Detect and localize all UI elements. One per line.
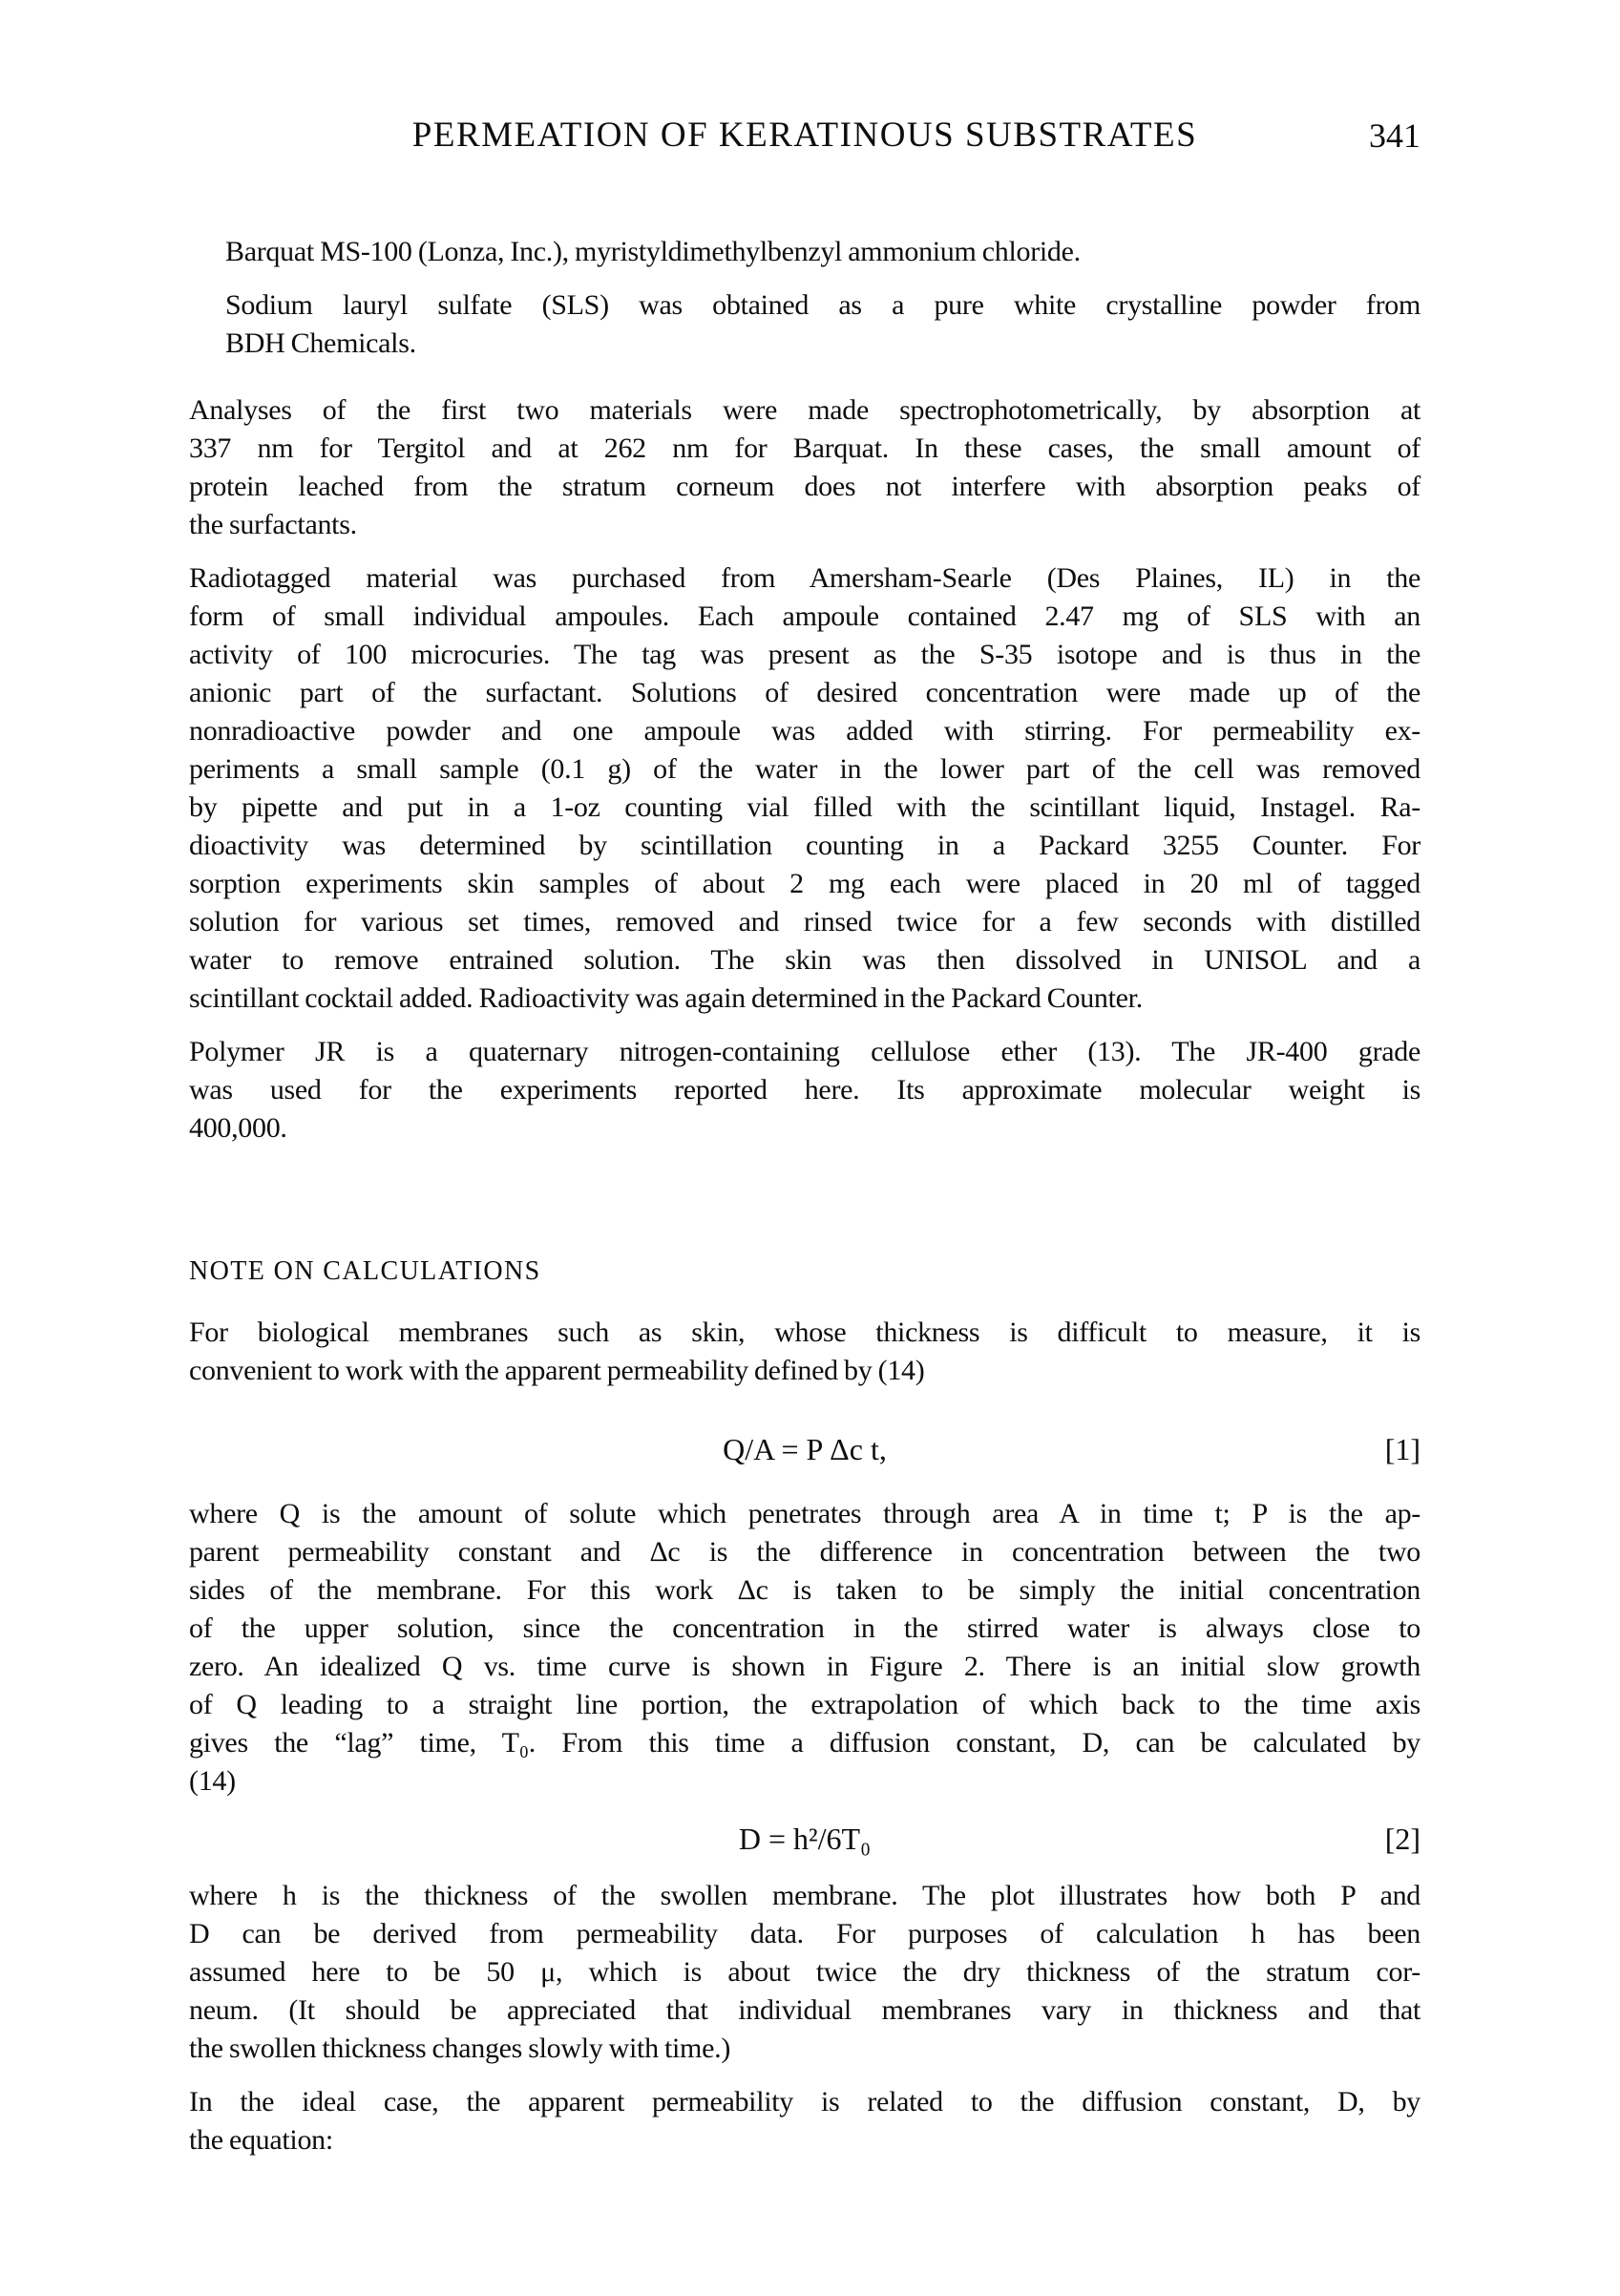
text-line: where h is the thickness of the swollen membrane. The plot illustrates how both P and <box>189 1880 1420 1911</box>
text-line: was used for the experiments reported here. Its approximate molecular weight is <box>189 1074 1420 1106</box>
para-radiotagged-material <box>189 559 1420 1018</box>
para-sodium-lauryl-sulfate <box>225 286 1420 363</box>
para-where-q <box>189 1495 1420 1801</box>
text-line: the surfactants. <box>189 509 357 540</box>
text-line: 400,000. <box>189 1112 287 1144</box>
text-line: nonradioactive powder and one ampoule was added with stirring. For permeability ex- <box>189 715 1420 747</box>
text-line: Barquat MS-100 (Lonza, Inc.), myristyldimethylbenzyl ammonium chloride. <box>225 236 1081 267</box>
text-line: Sodium lauryl sulfate (SLS) was obtained as a pure white crystalline powder from <box>225 289 1420 321</box>
text-line: neum. (It should be appreciated that individual membranes vary in thickness and that <box>189 1994 1420 2026</box>
equation-1-label: [1] <box>1384 1432 1420 1466</box>
text-line: of the upper solution, since the concentration in the stirred water is always close to <box>189 1612 1420 1644</box>
para-analyses <box>189 391 1420 544</box>
text-line: scintillant cocktail added. Radioactivity was again determined in the Packard Counter. <box>189 982 1143 1014</box>
text-line: For biological membranes such as skin, whose thickness is difficult to measure, it is <box>189 1317 1420 1348</box>
text-line: (14) <box>189 1765 236 1797</box>
equation-2-expression: D = h²/6T₀ <box>738 1822 872 1856</box>
para-polymer-jr <box>189 1033 1420 1148</box>
text-line: assumed here to be 50 μ, which is about twice the dry thickness of the stratum cor- <box>189 1956 1420 1988</box>
text-line: D can be derived from permeability data. For purposes of calculation h has been <box>189 1918 1420 1949</box>
equation-2-label: [2] <box>1384 1822 1420 1856</box>
page-number: 341 <box>1369 116 1420 155</box>
text-line: the swollen thickness changes slowly with time.) <box>189 2033 731 2064</box>
text-line: Analyses of the first two materials were made spectrophotometrically, by absorption at <box>189 394 1420 426</box>
text-line: of Q leading to a straight line portion, the extrapolation of which back to the time axis <box>189 1689 1420 1720</box>
text-line: form of small individual ampoules. Each ampoule contained 2.47 mg of SLS with an <box>189 600 1420 632</box>
text-line: Polymer JR is a quaternary nitrogen-containing cellulose ether (13). The JR-400 grade <box>189 1036 1420 1067</box>
equation-1 <box>189 1428 1420 1470</box>
text-line: the equation: <box>189 2124 333 2156</box>
text-line: activity of 100 microcuries. The tag was present as the S-35 isotope and is thus in the <box>189 639 1420 670</box>
text-line: where Q is the amount of solute which penetrates through area A in time t; P is the ap- <box>189 1498 1420 1529</box>
text-line: BDH Chemicals. <box>225 327 416 359</box>
text-line: Radiotagged material was purchased from Amersham-Searle (Des Plaines, IL) in the <box>189 562 1420 594</box>
text-line: solution for various set times, removed and rinsed twice for a few seconds with distilled <box>189 906 1420 937</box>
text-line: 337 nm for Tergitol and at 262 nm for Barquat. In these cases, the small amount of <box>189 432 1420 464</box>
text-line: protein leached from the stratum corneum does not interfere with absorption peaks of <box>189 471 1420 502</box>
para-where-h <box>189 1877 1420 2068</box>
para-barquat-material <box>225 233 1420 271</box>
text-line: anionic part of the surfactant. Solutions of desired concentration were made up of the <box>189 677 1420 708</box>
text-line: In the ideal case, the apparent permeability is related to the diffusion constant, D, by <box>189 2086 1420 2117</box>
equation-2 <box>189 1818 1420 1860</box>
text-line: gives the “lag” time, T₀. From this time a diffusion constant, D, can be calculated by <box>189 1727 1420 1759</box>
section-heading-note-on-calculations: NOTE ON CALCULATIONS <box>189 1256 541 1286</box>
text-line: periments a small sample (0.1 g) of the water in the lower part of the cell was removed <box>189 753 1420 785</box>
running-header <box>189 113 1420 158</box>
text-line: convenient to work with the apparent permeability defined by (14) <box>189 1355 925 1386</box>
para-ideal-case <box>189 2083 1420 2159</box>
text-line: parent permeability constant and Δc is the difference in concentration between the two <box>189 1536 1420 1568</box>
text-line: zero. An idealized Q vs. time curve is shown in Figure 2. There is an initial slow growth <box>189 1651 1420 1682</box>
text-line: sides of the membrane. For this work Δc is taken to be simply the initial concentration <box>189 1574 1420 1606</box>
text-line: sorption experiments skin samples of about 2 mg each were placed in 20 ml of tagged <box>189 868 1420 899</box>
text-line: dioactivity was determined by scintillation counting in a Packard 3255 Counter. For <box>189 830 1420 861</box>
text-line: water to remove entrained solution. The skin was then dissolved in UNISOL and a <box>189 944 1420 976</box>
running-header-title: PERMEATION OF KERATINOUS SUBSTRATES <box>411 116 1198 155</box>
para-apparent-permeability-intro <box>189 1314 1420 1390</box>
equation-1-expression: Q/A = P Δc t, <box>723 1432 887 1466</box>
text-line: by pipette and put in a 1-oz counting vial filled with the scintillant liquid, Instagel. Ra- <box>189 791 1420 823</box>
text-column <box>189 113 1420 2175</box>
